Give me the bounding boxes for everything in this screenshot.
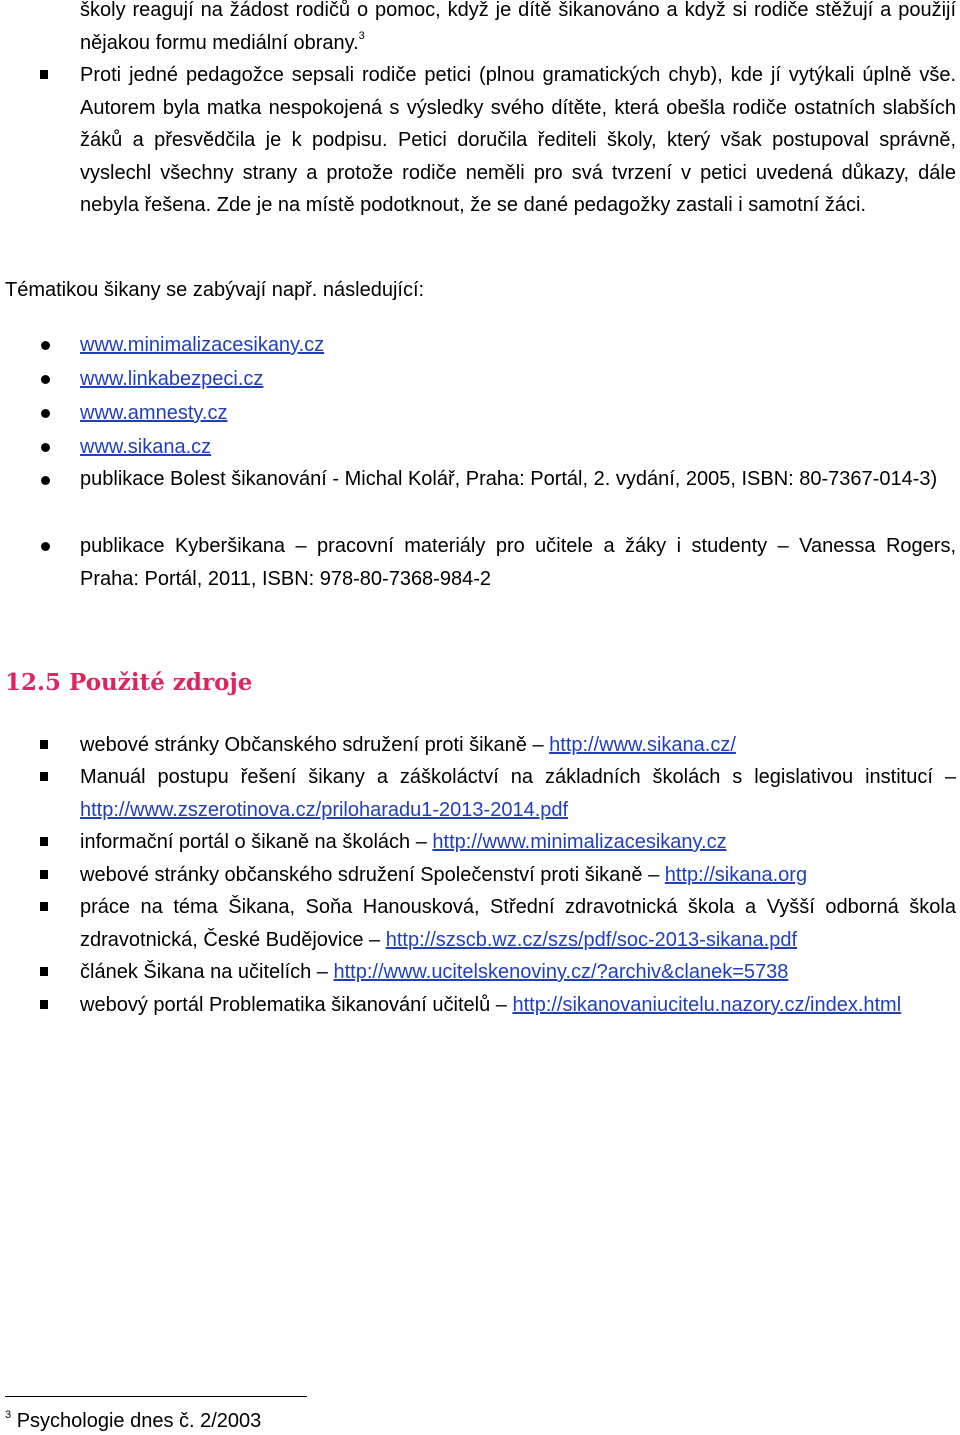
square-bullet-icon bbox=[40, 70, 48, 79]
resource-link-sikana[interactable]: www.sikana.cz bbox=[80, 436, 212, 458]
square-bullet-icon bbox=[40, 870, 48, 879]
bullet-dot-icon bbox=[41, 542, 50, 551]
intro-line1: školy reagují na žádost rodičů o pomoc, když je dítě šikanováno a když si rodiče stěžují a bbox=[80, 0, 892, 21]
square-bullet-icon bbox=[40, 967, 48, 976]
source-text: webový portál Problematika šikanování učitelů – bbox=[80, 994, 513, 1016]
source-item bbox=[80, 729, 956, 762]
resource-book-bolest: publikace Bolest šikanování - Michal Kolář, Praha: Portál, 2. vydání, 2005, ISBN: 80-7367-014-3) bbox=[80, 468, 938, 490]
square-bullet-icon bbox=[40, 740, 48, 749]
resource-link-amnesty[interactable]: www.amnesty.cz bbox=[80, 402, 228, 424]
source-item bbox=[80, 761, 956, 826]
source-text: informační portál o šikaně na školách – bbox=[80, 831, 433, 853]
footnote-divider bbox=[5, 1396, 307, 1397]
bullet-dot-icon bbox=[41, 341, 50, 350]
source-item bbox=[80, 826, 956, 859]
source-item bbox=[80, 859, 956, 892]
square-bullet-icon bbox=[40, 772, 48, 781]
source-text: webové stránky občanského sdružení Společenství proti šikaně – bbox=[80, 864, 665, 886]
intro-line2: použijí nějakou formu mediální obrany. bbox=[80, 0, 957, 54]
bullet-dot-icon bbox=[41, 476, 50, 485]
square-bullet-icon bbox=[40, 837, 48, 846]
resource-book-kybersikana: publikace Kyberšikana – pracovní materiály pro učitele a žáky i studenty – Vanessa Rogers, Praha: Portál, 2011, ISBN: 978-80-7368-984-2 bbox=[80, 535, 956, 590]
resource-link-minimalizacesikany[interactable]: www.minimalizacesikany.cz bbox=[80, 334, 325, 356]
source-link[interactable]: http://www.zszerotinova.cz/priloharadu1-2013-2014.pdf bbox=[80, 798, 569, 821]
source-text: webové stránky Občanského sdružení proti šikaně – bbox=[80, 734, 550, 756]
source-link[interactable]: http://www.minimalizacesikany.cz bbox=[432, 831, 727, 853]
petition-text-b: Petici doručila řediteli školy, který však postupoval správně, vyslechl všechny strany a protože rodiče neměli pro svá tvrzení v petici uvedená důkazy, dále nebyla řešena. Zde je na místě podotknout, že se dané pedagožky zastali i samotní žáci. bbox=[80, 129, 956, 216]
resources-lead: Tématikou šikany se zabývají např. následující: bbox=[5, 279, 425, 301]
source-link[interactable]: http://sikanovaniucitelu.nazory.cz/index.html bbox=[512, 994, 902, 1016]
intro-continuation bbox=[80, 0, 956, 59]
footnote-text: Psychologie dnes č. 2/2003 bbox=[16, 1410, 262, 1432]
source-text: článek Šikana na učitelích – bbox=[80, 961, 334, 983]
bullet-dot-icon bbox=[41, 443, 50, 452]
footnote-number: 3 bbox=[5, 1409, 12, 1421]
section-heading: 12.5 Použité zdroje bbox=[5, 669, 253, 696]
petition-text-a: Proti jedné pedagožce sepsali rodiče petici (plnou gramatických chyb), kde jí vytýkali úplně vše. Autorem byla matka nespokojená s výsledky svého dítěte, která obešla rodiče ostatních slabších žáků a přesvědčila je k podpisu. bbox=[80, 64, 956, 151]
source-link[interactable]: http://www.sikana.cz/ bbox=[549, 734, 736, 756]
source-link[interactable]: http://www.ucitelskenoviny.cz/?archiv&clanek=5738 bbox=[333, 961, 789, 983]
square-bullet-icon bbox=[40, 902, 48, 911]
bullet-dot-icon bbox=[41, 409, 50, 418]
source-item bbox=[80, 956, 956, 989]
footnote bbox=[5, 1410, 261, 1433]
footnote-ref: 3 bbox=[358, 29, 365, 42]
source-text: práce na téma Šikana, Soňa Hanousková, Střední zdravotnická škola a Vyšší odborná škola zdravotnická, České Budějovice – bbox=[80, 896, 956, 951]
square-bullet-icon bbox=[40, 1000, 48, 1009]
source-item bbox=[80, 891, 956, 956]
source-text: Manuál postupu řešení šikany a záškoláctví na základních školách s legislativou institucí – bbox=[80, 766, 956, 788]
petition-paragraph bbox=[80, 59, 956, 222]
bullet-dot-icon bbox=[41, 375, 50, 384]
source-item bbox=[80, 989, 956, 1022]
source-link[interactable]: http://szscb.wz.cz/szs/pdf/soc-2013-sikana.pdf bbox=[385, 928, 798, 951]
source-link[interactable]: http://sikana.org bbox=[664, 864, 808, 886]
resource-link-linkabezpeci[interactable]: www.linkabezpeci.cz bbox=[80, 368, 264, 390]
